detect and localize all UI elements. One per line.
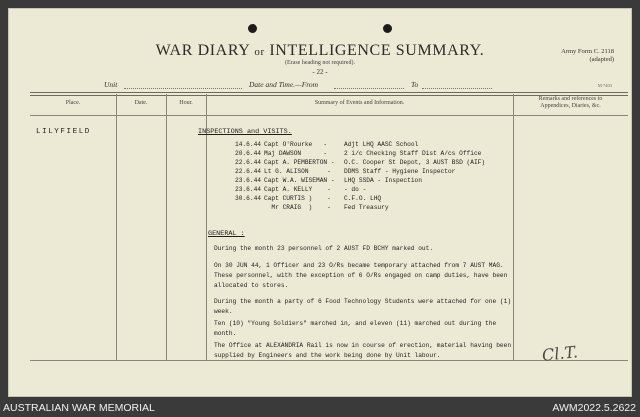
to-label: To — [411, 80, 419, 89]
general-heading: GENERAL : — [208, 230, 245, 238]
date-to-line — [422, 88, 492, 89]
footer-reference: AWM2022.5.2622 — [552, 402, 636, 414]
inspection-visitor: Maj DAWSON - — [264, 150, 328, 157]
inspection-visitor: Lt G. ALISON - — [264, 168, 331, 175]
title-intelligence-summary: INTELLIGENCE SUMMARY. — [269, 42, 485, 59]
general-paragraph: Ten (10) "Young Soldiers" marched in, and eleven (11) marched out during the month. — [214, 320, 497, 337]
remarks-header-line: Remarks and references to — [538, 96, 603, 102]
inspection-visitor: Capt W.A. WISEMAN - — [264, 177, 335, 184]
inspection-purpose: 2 i/c Checking Staff Dist A/cs Office — [344, 150, 482, 157]
inspection-purpose: O.C. Cooper St Depot, 3 AUST BSD (AIF) — [344, 159, 486, 166]
date-from-line — [334, 88, 404, 89]
inspection-purpose: Adjt LHQ AASC School — [344, 141, 419, 148]
army-form-line: Army Form C. 2118 — [561, 48, 614, 55]
general-paragraph: The Office at ALEXANDRIA Rail is now in course of erection, material having been supplied by Engineers and the work being done by Unit labour. — [214, 342, 512, 359]
inspection-visitor: Mr CRAIG ) - — [264, 204, 331, 211]
army-form-number — [561, 48, 614, 64]
unit-label: Unit — [104, 80, 118, 89]
place-entry: LILYFIELD — [36, 128, 91, 136]
inspection-visitor: Capt A. KELLY - — [264, 186, 331, 193]
inspection-date: 23.6.44 — [235, 177, 261, 184]
inspection-date: 20.6.44 — [235, 150, 261, 157]
title-or: or — [254, 46, 265, 58]
page-number: - 22 - — [312, 68, 328, 76]
footer-institution: AUSTRALIAN WAR MEMORIAL — [3, 402, 155, 414]
inspection-purpose: C.F.O. LHQ — [344, 195, 382, 202]
column-divider — [116, 94, 117, 360]
inspection-date: 22.6.44 — [235, 159, 261, 166]
table-header-rule — [30, 115, 628, 116]
column-header-summary: Summary of Events and Information. — [314, 100, 405, 106]
form-code: M 7403 — [597, 83, 612, 88]
inspection-purpose: DDMS Staff - Hygiene Inspector — [344, 168, 456, 175]
title-war-diary: WAR DIARY — [155, 42, 250, 59]
punch-hole — [248, 24, 257, 33]
punch-hole — [383, 24, 392, 33]
inspection-visitor: Capt O'Rourke - — [264, 141, 328, 148]
erase-note: (Erase heading not required). — [285, 60, 355, 66]
inspection-purpose: LHQ SSDA - Inspection — [344, 177, 422, 184]
inspection-date: 30.6.44 — [235, 195, 261, 202]
general-paragraph: During the month 23 personnel of 2 AUST FD BCHY marked out. — [214, 245, 434, 252]
inspection-date: 22.6.44 — [235, 168, 261, 175]
handwritten-signature: Cl.T. — [541, 342, 579, 365]
inspection-visitor: Capt CURTIS ) - — [264, 195, 331, 202]
column-header-place: Place. — [65, 100, 81, 106]
remarks-header-line: Appendices, Diaries, &c. — [540, 103, 601, 109]
form-title — [8, 42, 632, 60]
war-diary-page — [8, 8, 632, 397]
date-time-label: Date and Time.—From — [249, 80, 319, 89]
inspection-purpose: Fed Treasury — [344, 204, 389, 211]
unit-line — [124, 88, 242, 89]
column-header-date: Date. — [134, 100, 148, 106]
column-header-remarks — [513, 96, 628, 110]
column-header-hour: Hour. — [179, 100, 193, 106]
general-paragraph: On 30 JUN 44, 1 Officer and 23 O/Rs became temporary attached from 7 AUST MAG. These personnel, with the exception of 6 O/Rs engaged on camp duties, have been allocated to stores. — [214, 262, 508, 289]
archive-footer — [0, 397, 640, 417]
general-paragraph: During the month a party of 6 Food Technology Students were attached for one (1) week. — [214, 298, 512, 315]
column-divider — [166, 94, 167, 360]
inspection-date: 23.6.44 — [235, 186, 261, 193]
inspections-heading: INSPECTIONS and VISITS. — [198, 128, 292, 136]
inspection-purpose: - do - — [344, 186, 367, 193]
inspection-visitor: Capt A. PEMBERTON - — [264, 159, 335, 166]
inspection-date: 14.6.44 — [235, 141, 261, 148]
army-form-adapted: (adapted) — [589, 56, 614, 63]
